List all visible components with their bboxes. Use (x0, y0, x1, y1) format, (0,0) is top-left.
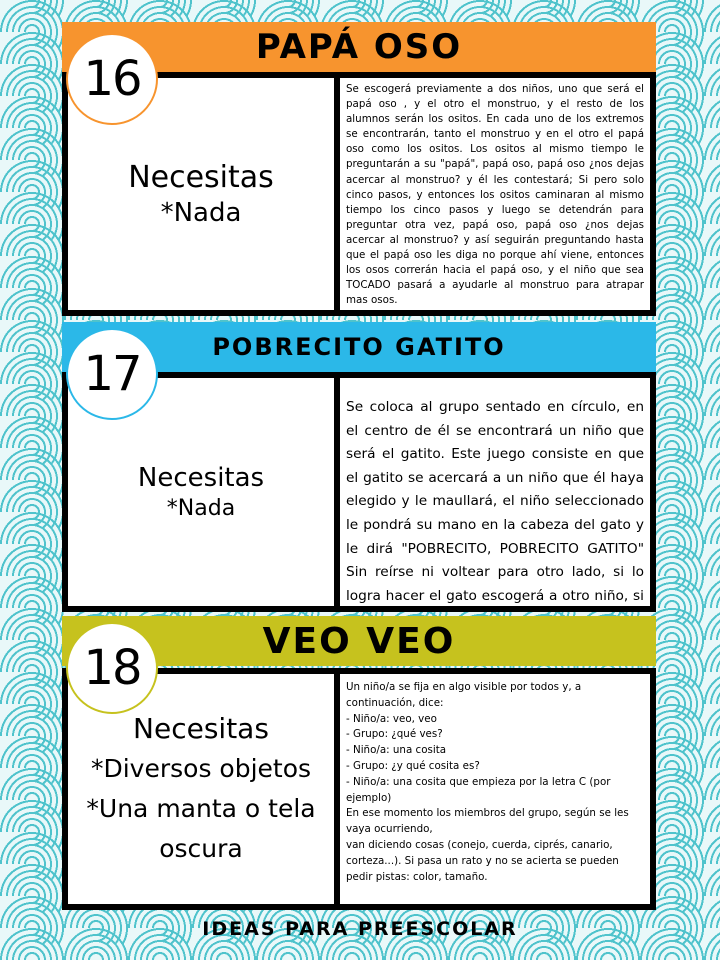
description-panel (340, 78, 650, 310)
activity-body (62, 668, 656, 910)
activity-body (62, 72, 656, 316)
description-text: Se escogerá previamente a dos niños, uno que será el papá oso , y el otro el monstruo, y el resto de los alumnos serán los ositos. En cada uno de los extremos se encontrarán, tanto el monstruo y en el otro el papá oso como los ositos. Los ositos al mismo tiempo le preguntarán a su "papá", papá oso, papá oso ¿nos dejas acercar al monstruo? y él les contestará; Si pero solo cinco pasos, y entonces los ositos caminaran al mismo tiempo los cinco pasos y luego se detendrán para preguntar otra vez, papá oso, papá oso ¿nos dejas acercar al monstruo? y así seguirán preguntando hasta que el papá oso les diga no porque ahí viene, entonces los osos correrán hacia el papá oso, y el niño que sea TOCADO pasará a ayudarle al monstruo para atrapar mas osos. (346, 83, 644, 307)
description-panel (340, 378, 650, 606)
description-line: Un niño/a se fija en algo visible por todos y, a continuación, dice: (346, 681, 582, 709)
description-line: - Grupo: ¿qué ves? (346, 728, 443, 741)
needs-label: Necesitas (133, 712, 269, 745)
activity-number-badge (66, 328, 158, 420)
needs-item: *Nada (166, 495, 236, 521)
description-line: En ese momento los miembros del grupo, según se les vaya ocurriendo, (346, 807, 629, 836)
needs-item: *Nada (160, 197, 242, 228)
description-line: - Niño/a: una cosita (346, 744, 447, 757)
activity-title: VEO VEO (262, 620, 456, 662)
activity-number-badge (66, 33, 158, 125)
needs-label: Necesitas (128, 160, 274, 195)
activity-number: 17 (83, 346, 141, 402)
activity-number: 18 (83, 640, 141, 696)
description-line: - Niño/a: una cosita que empieza por la letra C (por ejemplo) (346, 775, 611, 804)
description-line: van diciendo cosas (conejo, cuerda, ciprés, canario, corteza...). Si pasa un rato y no se acierta se pueden pedir pistas: color, tamaño. (346, 838, 619, 883)
description-text: Se coloca al grupo sentado en círculo, en el centro de él se encontrará un niño que será el gatito. Este juego consiste en que el gatito se acercará a un niño que él haya elegido y le maullará, el niño seleccionado le pondrá su mano en la cabeza del gato y le dirá "POBRECITO, POBRECITO GATITO" Sin reírse ni voltear para otro lado, si lo logra hacer el gato escogerá a otro niño, si (346, 399, 644, 604)
description-panel (340, 674, 650, 904)
needs-item: *Diversos objetos (90, 754, 312, 783)
description-line: - Niño/a: veo, veo (346, 712, 437, 725)
description-line: - Grupo: ¿y qué cosita es? (346, 759, 480, 772)
footer-brand: IDEAS PARA PREESCOLAR (202, 918, 518, 940)
activity-number: 16 (83, 51, 141, 107)
activity-title: PAPÁ OSO (255, 27, 463, 67)
activity-number-badge (66, 622, 158, 714)
activity-title: POBRECITO GATITO (212, 333, 506, 361)
needs-label: Necesitas (137, 463, 265, 493)
activity-body (62, 372, 656, 612)
needs-item: *Una manta o tela oscura (86, 794, 316, 863)
